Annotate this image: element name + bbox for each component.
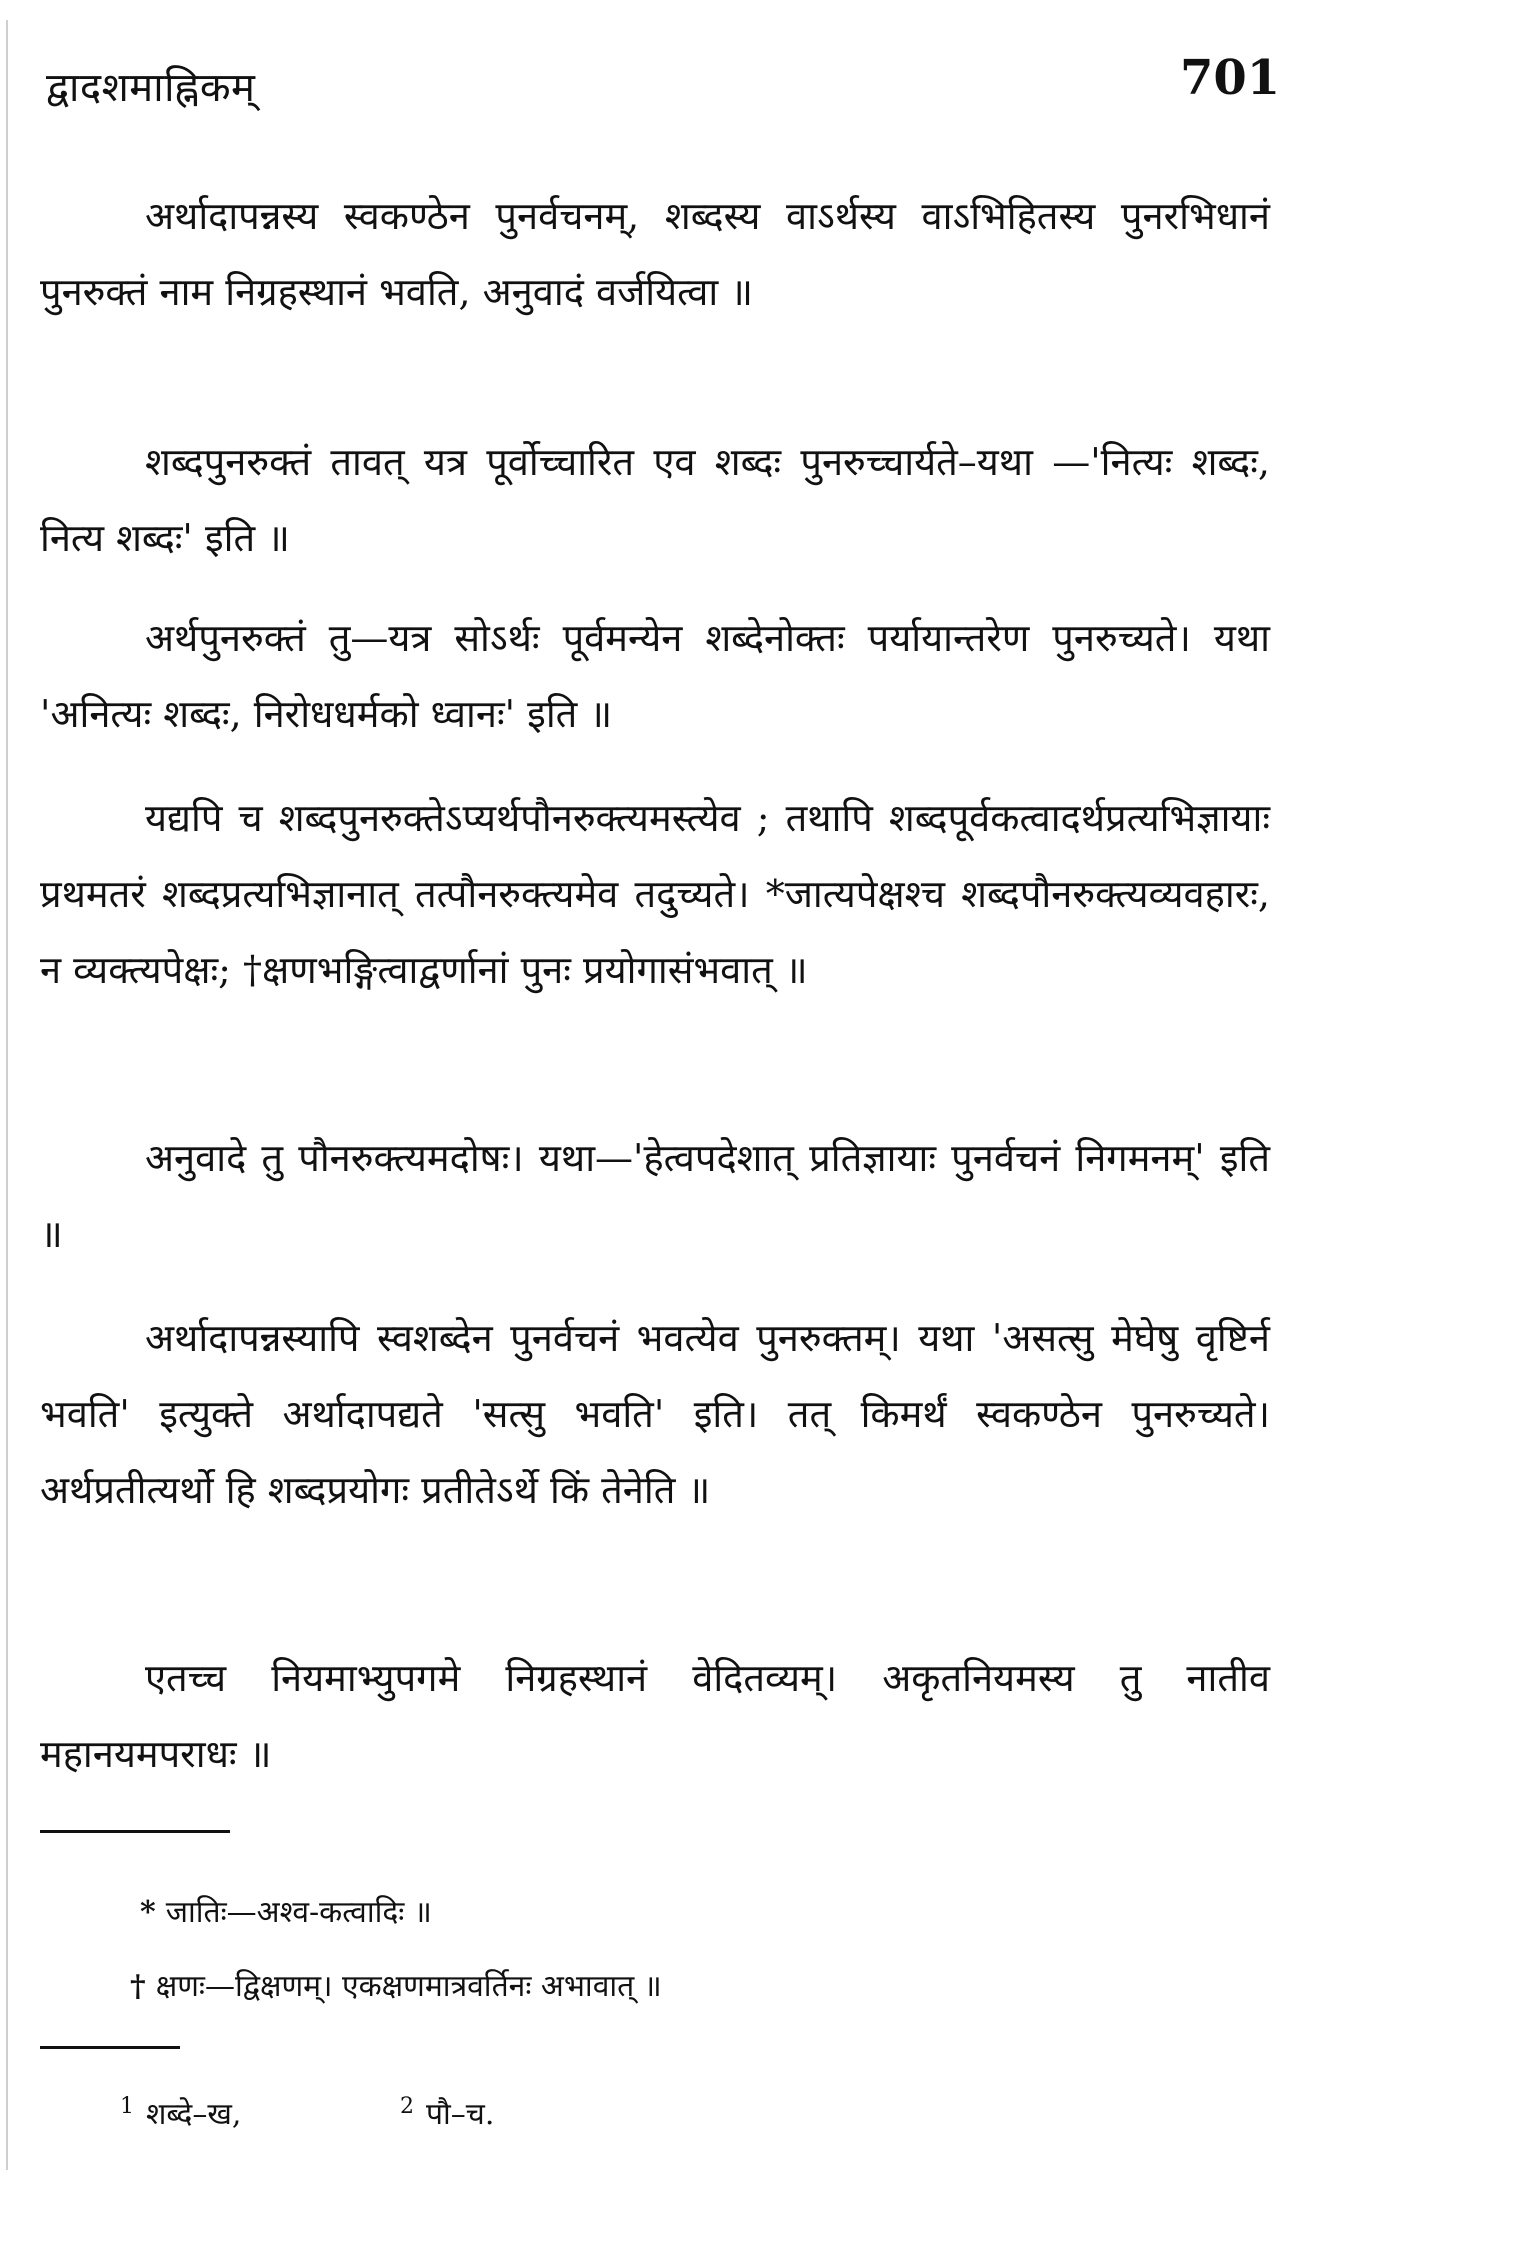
paragraph-shabda-punarukta: शब्दपुनरुक्तं तावत् यत्र पूर्वोच्चारित एव शब्दः पुनरुच्चार्यते–यथा —'नित्यः शब्दः, नित्य शब्दः' इति ॥	[40, 440, 1270, 560]
footnote-mark: *	[140, 1895, 156, 1930]
variant-note	[400, 2092, 494, 2133]
footnote-item	[140, 1890, 432, 1931]
footnote-text: क्षणः—द्विक्षणम्। एकक्षणमात्रवर्तिनः अभावात् ॥	[155, 1969, 662, 2004]
variant-notes-separator	[40, 2046, 180, 2049]
variant-note	[120, 2092, 241, 2133]
paragraph-punarukta-definition: अर्थादापन्नस्य स्वकण्ठेन पुनर्वचनम्, शब्दस्य वाऽर्थस्य वाऽभिहितस्य पुनरभिधानं पुनरुक्तं नाम निग्रहस्थानं भवति, अनुवादं वर्जयित्वा ॥	[40, 194, 1270, 314]
variant-note-number: 1	[120, 2094, 134, 2119]
paragraph-yadyapi: यद्यपि च शब्दपुनरुक्तेऽप्यर्थपौनरुक्त्यमस्त्येव ; तथापि शब्दपूर्वकत्वादर्थप्रत्यभिज्ञायाः प्रथमतरं शब्दप्रत्यभिज्ञानात् तत्पौनरुक्त्यमेव तदुच्यते। *जात्यपेक्षश्च शब्दपौनरुक्त्यव्यवहारः, न व्यक्त्यपेक्षः; †क्षणभङ्गित्वाद्वर्णानां पुनः प्रयोगासंभवात् ॥	[40, 796, 1270, 992]
page-edge-line	[6, 20, 8, 2170]
running-head: द्वादशमाह्निकम्	[46, 65, 256, 111]
variant-note-text: शब्दे–ख,	[146, 2097, 242, 2132]
footnote-mark: †	[130, 1969, 146, 2004]
footnote-text: जातिः—अश्व-कत्वादिः ॥	[165, 1895, 432, 1930]
variant-note-text: पौ–च.	[426, 2097, 495, 2132]
paragraph-artha-punarukta: अर्थपुनरुक्तं तु—यत्र सोऽर्थः पूर्वमन्येन शब्देनोक्तः पर्यायान्तरेण पुनरुच्यते। यथा 'अनित्यः शब्दः, निरोधधर्मको ध्वानः' इति ॥	[40, 616, 1270, 736]
footnote-item	[130, 1964, 662, 2005]
paragraph-niyama: एतच्च नियमाभ्युपगमे निग्रहस्थानं वेदितव्यम्। अकृतनियमस्य तु नातीव महानयमपराधः ॥	[40, 1656, 1270, 1776]
paragraph-arthadapanna: अर्थादापन्नस्यापि स्वशब्देन पुनर्वचनं भवत्येव पुनरुक्तम्। यथा 'असत्सु मेघेषु वृष्टिर्न भवति' इत्युक्ते अर्थादापद्यते 'सत्सु भवति' इति। तत् किमर्थं स्वकण्ठेन पुनरुच्यते। अर्थप्रतीत्यर्थो हि शब्दप्रयोगः प्रतीतेऽर्थे किं तेनेति ॥	[40, 1316, 1270, 1512]
paragraph-anuvada: अनुवादे तु पौनरुक्त्यमदोषः। यथा—'हेत्वपदेशात् प्रतिज्ञायाः पुनर्वचनं निगमनम्' इति ॥	[40, 1136, 1270, 1256]
page-number: 701	[1180, 50, 1281, 106]
variant-note-number: 2	[400, 2094, 414, 2119]
footnote-separator	[40, 1830, 230, 1833]
